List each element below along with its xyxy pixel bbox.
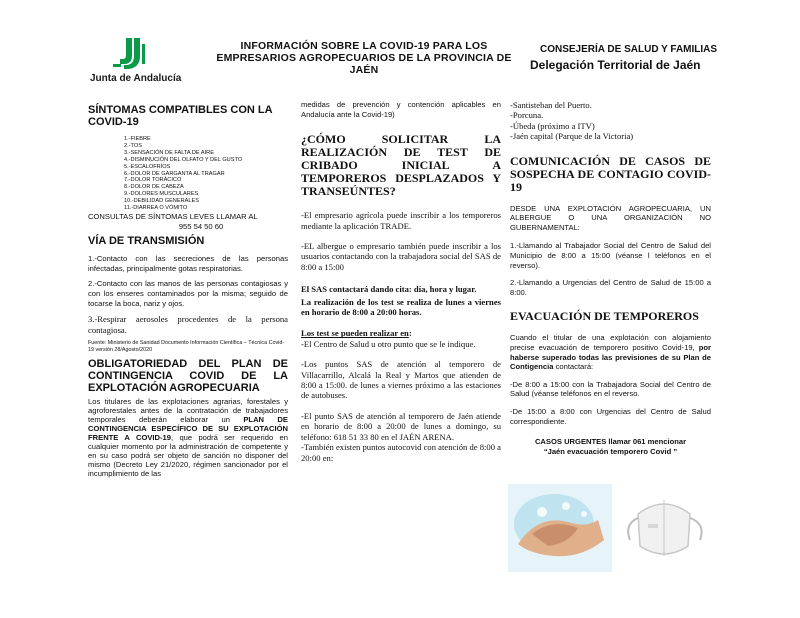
obligatoriedad-heading: OBLIGATORIEDAD DEL PLAN DE CONTINGENCIA COVID DE LA EXPLOTACIÓN AGROPECUARIA bbox=[88, 358, 288, 395]
title-line-2: EMPRESARIOS AGROPECUARIOS DE LA PROVINCIA DE bbox=[216, 52, 512, 64]
sintomas-heading: SÍNTOMAS COMPATIBLES CON LA COVID-19 bbox=[88, 104, 273, 128]
place-item: -Porcuna. bbox=[510, 110, 544, 121]
evac-emphasis: por haberse superado todas las previsiones de su Plan de Contigencia bbox=[510, 342, 711, 372]
list-item: 11.-DIARREA O VÓMITO bbox=[124, 205, 188, 212]
continuation-text: medidas de prevención y contención aplicables en Andalucía ante la Covid-19) bbox=[301, 100, 501, 119]
fuente-text: Fuente: Ministerio de Sanidad Documento Información Científica – Técnica Covid-19 versión 28/Agosto/2020 bbox=[88, 339, 285, 353]
title-line-1: INFORMACIÓN SOBRE LA COVID-19 PARA LOS bbox=[240, 40, 488, 52]
via-item-1: 1.-Contacto con las secreciones de las personas infectadas, principalmente gotas respiratorias. bbox=[88, 254, 288, 273]
oblig-text-part: Los titulares de las explotaciones agrarias, forestales y agroforestales antes de la contratación de trabajadores temporales deberán elaborar un bbox=[88, 397, 288, 425]
list-item: 9.-DOLORES MUSCULARES bbox=[124, 191, 199, 198]
column-2 bbox=[301, 96, 501, 463]
paragraph: -El empresario agrícola puede inscribir a los temporeros mediante la aplicación TRADE. bbox=[301, 210, 501, 231]
paragraph: -EL albergue o empresario también puede inscribir a los usuarios contactando con la trabajadora social del SAS de 8:00 a 15:00 bbox=[301, 241, 501, 272]
test-lugares-heading bbox=[301, 328, 501, 338]
column-1 bbox=[88, 96, 288, 478]
evacuacion-item-2: -De 15:00 a 8:00 con Urgencias del Centro de Salud correspondiente. bbox=[510, 406, 711, 426]
plan-contingencia-emphasis: PLAN DE CONTINGENCIA ESPECÍFICO DE SU EXPLOTACIÓN FRENTE A COVID-19 bbox=[88, 415, 288, 443]
colon: : bbox=[408, 328, 412, 339]
hand-washing-image bbox=[508, 484, 612, 572]
phone-number: 955 54 50 60 bbox=[178, 221, 224, 231]
page-title bbox=[214, 40, 514, 76]
consultas-text: CONSULTAS DE SÍNTOMAS LEVES LLAMAR AL bbox=[88, 211, 258, 221]
evac-text-part: Cuando el titular de una explotación con alojamiento precise evacuación de temporero positivo Covid-19, bbox=[510, 333, 711, 352]
evacuacion-item-1: -De 8:00 a 15:00 con la Trabajadora Social del Centro de Salud (véanse teléfonos en el reverso. bbox=[510, 379, 711, 399]
test-lugares-label: Los test se pueden realizar en bbox=[301, 328, 409, 339]
list-item: 7.-DOLOR TORÁCICO bbox=[124, 177, 182, 184]
evacuacion-heading: EVACUACIÓN DE TEMPOREROS bbox=[510, 309, 699, 324]
via-item-3: 3.-Respirar aerosoles procedentes de la persona contagiosa. bbox=[88, 314, 288, 335]
comunicacion-intro: DESDE UNA EXPLOTACIÓN AGROPECUARIA, UN ALBERGUE O UNA ORGANIZACIÓN NO GUBERNAMENTAL: bbox=[510, 203, 711, 232]
comunicacion-item-1: 1.-Llamando al Trabajador Social del Centro de Salud del Municipio de 8:00 a 15:00 (véanse l teléfonos en el reverso). bbox=[510, 241, 711, 270]
comunicacion-heading: COMUNICACIÓN DE CASOS DE SOSPECHA DE CONTAGIO COVID-19 bbox=[510, 153, 711, 194]
paragraph: -El Centro de Salud u otro punto que se le indique. bbox=[301, 338, 476, 349]
comunicacion-item-2: 2.-Llamando a Urgencias del Centro de Salud de 15:00 a 8:00. bbox=[510, 278, 711, 297]
via-heading: VÍA DE TRANSMISIÓN bbox=[88, 235, 205, 248]
list-item: 2.-TOS bbox=[124, 142, 142, 149]
paragraph: -Los puntos SAS de atención al temporero de Villacarrillo, Alcalá la Real y Martos que atienden de 8:00 a 15:00. de lunes a viernes próximo a las estaciones de autobuses. bbox=[301, 359, 501, 401]
paragraph: -El punto SAS de atención al temporero de Jaén atiende en horario de 8:00 a 20:00 de lunes a domingo, su teléfono: 618 51 33 80 en el JAÉN ARENA. bbox=[301, 410, 501, 442]
via-item-2: 2.-Contacto con las manos de las personas contagiosas y con los enseres contaminados por la misma; seguido de tocarse la boca, nariz y ojos. bbox=[88, 279, 288, 308]
evacuacion-text bbox=[510, 333, 711, 371]
list-item: 3.-SENSACIÓN DE FALTA DE AIRE bbox=[124, 149, 214, 156]
paragraph: -También existen puntos autocovid con atención de 8:00 a 20:00 en: bbox=[301, 442, 501, 463]
place-item: -Jaén capital (Parque de la Victoria) bbox=[510, 131, 634, 142]
list-item: 5.-ESCALOFRÍOS bbox=[124, 163, 171, 170]
sas-cita-text: El SAS contactará dando cita: día, hora y lugar. bbox=[301, 284, 477, 295]
list-item: 8.-DOLOR DE CABEZA bbox=[124, 184, 184, 191]
realizacion-test-text: La realización de los test se realiza de lunes a viernes en horario de 8:00 a 20:00 horas. bbox=[301, 296, 501, 318]
place-item: -Úbeda (próximo a ITV) bbox=[510, 120, 595, 131]
casos-urgentes-line-1: CASOS URGENTES llamar 061 mencionar bbox=[534, 437, 687, 447]
list-item: 10.-DEBILIDAD GENERALES bbox=[124, 198, 199, 205]
obligatoriedad-text bbox=[88, 397, 288, 478]
consejeria-label: CONSEJERÍA DE SALUD Y FAMILIAS bbox=[540, 44, 718, 55]
list-item: 1.-FIEBRE bbox=[124, 136, 151, 142]
symptoms-list bbox=[88, 136, 288, 212]
list-item: 6.-DOLOR DE GARGANTA AL TRAGAR bbox=[124, 170, 225, 177]
logo-text: Junta de Andalucía bbox=[90, 73, 182, 84]
oblig-text-part: , que podrá ser requerido en cualquier momento por la administración de competente y en su caso podrá ser objeto de sanción no disponer del mismo (Decreto Ley 21/2020, régimen sancionador por el incumplimiento de las bbox=[88, 433, 288, 479]
como-solicitar-heading: ¿CÓMO SOLICITAR LA REALIZACIÓN DE TEST DE CRIBADO INICIAL A TEMPOREROS DESPLAZADOS Y TRANSEÚNTES? bbox=[301, 132, 501, 199]
evac-text-part: contactará: bbox=[553, 362, 594, 372]
column-3 bbox=[510, 96, 711, 456]
place-item: -Santisteban del Puerto. bbox=[510, 100, 592, 110]
casos-urgentes-line-2: “Jaén evacuación temporero Covid ” bbox=[543, 446, 678, 456]
list-item: 4.-DISMINUCIÓN DEL OLFATO Y DEL GUSTO bbox=[124, 156, 243, 163]
delegacion-label: Delegación Territorial de Jaén bbox=[530, 58, 701, 72]
face-mask-image bbox=[618, 484, 710, 572]
title-line-3: JAÉN bbox=[349, 64, 379, 76]
